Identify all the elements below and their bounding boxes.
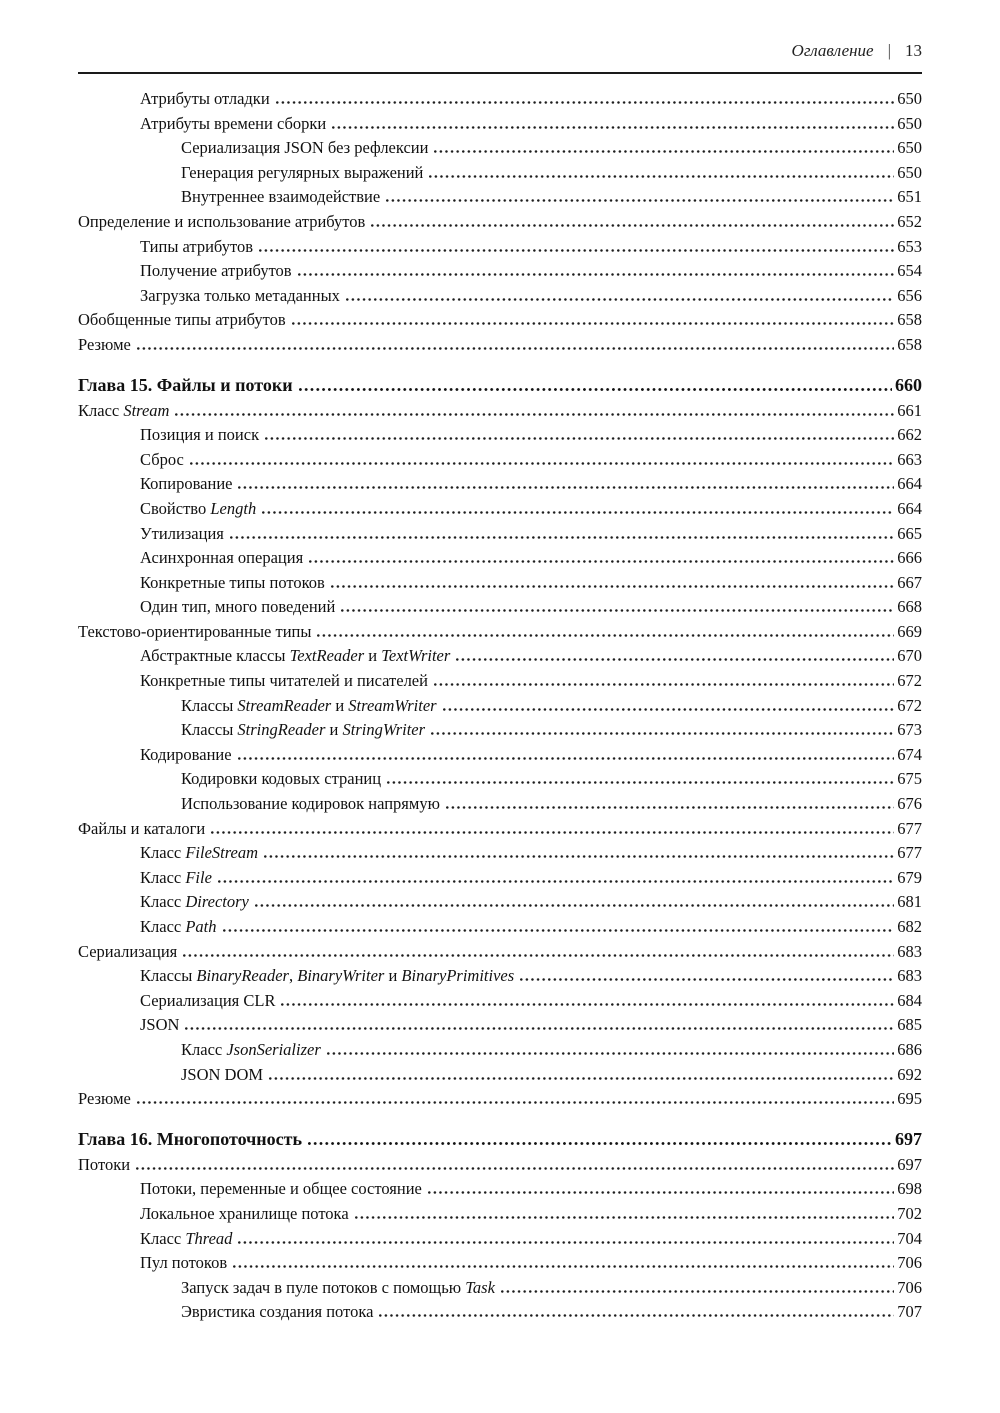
toc-chapter-entry: [78, 1126, 922, 1153]
toc-entry-title: Текстово-ориентированные типы: [78, 621, 312, 641]
toc-entry-title: Определение и использование атрибутов: [78, 211, 366, 231]
toc-entry-page-number: 686: [897, 1039, 922, 1059]
toc-entry-page-number: 650: [897, 162, 922, 182]
dot-leader: [341, 609, 894, 612]
toc-entry: [78, 1177, 922, 1202]
toc-entry-title: Абстрактные классы TextReader и TextWriter: [140, 646, 451, 666]
toc-entry: [78, 87, 922, 112]
toc-entry-title: Класс Stream: [78, 400, 170, 420]
dot-leader: [331, 585, 894, 588]
toc-entry-page-number: 685: [897, 1015, 922, 1035]
dot-leader: [501, 1290, 894, 1293]
dot-leader: [317, 634, 894, 637]
dot-leader: [456, 658, 894, 661]
toc-entry-page-number: 692: [897, 1064, 922, 1084]
toc-entry-page-number: 662: [897, 425, 922, 445]
toc-entry-title: Загрузка только метаданных: [140, 285, 340, 305]
toc-entry-title: Класс FileStream: [140, 843, 259, 863]
dot-leader: [431, 732, 894, 735]
toc-entry-page-number: 672: [897, 671, 922, 691]
toc-entry-page-number: 653: [897, 236, 922, 256]
toc-entry-page-number: 697: [895, 1128, 922, 1149]
toc-entry-title: Потоки, переменные и общее состояние: [140, 1179, 422, 1199]
toc-entry-page-number: 683: [897, 966, 922, 986]
toc-entry: [78, 792, 922, 817]
toc-entry-page-number: 661: [897, 400, 922, 420]
toc-entry: [78, 1227, 922, 1252]
toc-entry-page-number: 660: [895, 374, 922, 395]
toc-entry-page-number: 664: [897, 474, 922, 494]
toc-entry: [78, 1276, 922, 1301]
dot-leader: [185, 1027, 894, 1030]
toc-entry-page-number: 666: [897, 548, 922, 568]
toc-entry: [78, 546, 922, 571]
toc-entry-page-number: 679: [897, 867, 922, 887]
toc-entry-title: JSON DOM: [181, 1064, 264, 1084]
toc-entry: [78, 841, 922, 866]
dot-leader: [346, 298, 894, 301]
dot-leader: [230, 536, 894, 539]
toc-entry-page-number: 672: [897, 695, 922, 715]
toc-entry-page-number: 654: [897, 261, 922, 281]
toc-entry-page-number: 651: [897, 187, 922, 207]
dot-leader: [379, 1314, 894, 1317]
toc-entry-page-number: 656: [897, 285, 922, 305]
toc-entry-title: JSON: [140, 1015, 180, 1035]
toc-entry-title: Классы BinaryReader, BinaryWriter и BinaryPrimitives: [140, 966, 515, 986]
dot-leader: [136, 1167, 894, 1170]
toc-entry: [78, 817, 922, 842]
toc-entry-page-number: 658: [897, 334, 922, 354]
dot-leader: [265, 437, 894, 440]
dot-leader: [434, 683, 894, 686]
toc-entry: [78, 866, 922, 891]
toc-entry: [78, 1013, 922, 1038]
dot-leader: [355, 1216, 895, 1219]
dot-leader: [238, 486, 894, 489]
toc-entry-title: Глава 16. Многопоточность: [78, 1128, 302, 1149]
toc-entry: [78, 1251, 922, 1276]
toc-entry: [78, 669, 922, 694]
toc-entry: [78, 694, 922, 719]
toc-entry-title: Свойство Length: [140, 498, 257, 518]
toc-entry-page-number: 670: [897, 646, 922, 666]
toc-entry-page-number: 702: [897, 1203, 922, 1223]
toc-entry: [78, 235, 922, 260]
dot-leader: [371, 224, 894, 227]
toc-entry: [78, 333, 922, 358]
toc-entry: [78, 522, 922, 547]
dot-leader: [446, 806, 894, 809]
toc-entry-title: Запуск задач в пуле потоков с помощью Task: [181, 1277, 495, 1297]
toc-entry-title: Резюме: [78, 334, 131, 354]
toc-entry: [78, 964, 922, 989]
toc-entry-title: Файлы и каталоги: [78, 818, 206, 838]
toc-entry-page-number: 674: [897, 744, 922, 764]
header-page-number: 13: [905, 41, 922, 60]
toc-entry-page-number: 668: [897, 597, 922, 617]
dot-leader: [238, 1241, 894, 1244]
toc-entry-title: Класс JsonSerializer: [181, 1039, 321, 1059]
toc-entry-title: Кодирование: [140, 744, 232, 764]
toc-entry-page-number: 667: [897, 572, 922, 592]
dot-leader: [269, 1077, 894, 1080]
toc-entry-page-number: 683: [897, 941, 922, 961]
dot-leader: [137, 347, 894, 350]
toc-entry-title: Сериализация CLR: [140, 990, 276, 1010]
toc-entry-page-number: 669: [897, 621, 922, 641]
toc-entry-title: Атрибуты времени сборки: [140, 113, 327, 133]
toc-entry: [78, 423, 922, 448]
toc-entry: [78, 718, 922, 743]
toc-entry: [78, 472, 922, 497]
toc-entry: [78, 1202, 922, 1227]
toc-entry: [78, 399, 922, 424]
toc-entry: [78, 497, 922, 522]
toc-entry-title: Типы атрибутов: [140, 236, 253, 256]
toc-entry-page-number: 677: [897, 843, 922, 863]
dot-leader: [233, 1265, 894, 1268]
dot-leader: [387, 781, 894, 784]
toc-entry-page-number: 673: [897, 720, 922, 740]
dot-leader: [211, 831, 894, 834]
toc-entry-page-number: 704: [897, 1228, 922, 1248]
dot-leader: [298, 273, 895, 276]
toc-entry: [78, 571, 922, 596]
toc-chapter-entry: [78, 372, 922, 399]
toc-entry-title: Сброс: [140, 449, 184, 469]
dot-leader: [386, 199, 894, 202]
dot-leader: [262, 511, 894, 514]
dot-leader: [292, 322, 895, 325]
toc-entry: [78, 1038, 922, 1063]
toc-entry-title: Глава 15. Файлы и потоки: [78, 374, 293, 395]
toc-entry-title: Потоки: [78, 1154, 131, 1174]
toc-entry-page-number: 664: [897, 498, 922, 518]
toc-entry-title: Класс File: [140, 867, 212, 887]
toc-entry-page-number: 658: [897, 310, 922, 330]
toc-entry-title: Пул потоков: [140, 1253, 228, 1273]
toc-entry: [78, 915, 922, 940]
toc-entry: [78, 136, 922, 161]
toc-entry-page-number: 682: [897, 917, 922, 936]
toc-entry: [78, 767, 922, 792]
toc-entry: [78, 284, 922, 309]
dot-leader: [520, 978, 894, 981]
toc-entry-page-number: 665: [897, 523, 922, 543]
toc-entry: [78, 112, 922, 137]
toc-entry-title: Обобщенные типы атрибутов: [78, 310, 286, 330]
toc-entry-title: Атрибуты отладки: [140, 89, 270, 108]
dot-leader: [255, 904, 894, 907]
dot-leader: [327, 1052, 894, 1055]
toc-entry-page-number: 706: [897, 1253, 922, 1273]
dot-leader: [190, 462, 894, 465]
header-separator: |: [887, 41, 891, 60]
toc-entry-page-number: 706: [897, 1277, 922, 1297]
dot-leader: [183, 954, 894, 957]
toc-entry-title: Кодировки кодовых страниц: [181, 769, 382, 789]
toc-entry-title: Асинхронная операция: [140, 548, 304, 568]
toc-entry-title: Резюме: [78, 1089, 131, 1109]
toc-list: [78, 87, 922, 1325]
toc-entry: [78, 1063, 922, 1088]
toc-entry-page-number: 697: [897, 1154, 922, 1174]
toc-entry-title: Внутреннее взаимодействие: [181, 187, 381, 207]
toc-entry-page-number: 650: [897, 113, 922, 133]
toc-entry: [78, 1087, 922, 1112]
dot-leader: [264, 855, 894, 858]
toc-entry-page-number: 676: [897, 794, 922, 814]
dot-leader: [137, 1101, 894, 1104]
toc-entry-title: Копирование: [140, 474, 233, 494]
toc-entry: [78, 210, 922, 235]
toc-entry-title: Конкретные типы потоков: [140, 572, 325, 592]
dot-leader: [429, 175, 894, 178]
toc-entry-title: Локальное хранилище потока: [140, 1203, 349, 1223]
toc-entry: [78, 620, 922, 645]
toc-entry-title: Класс Path: [140, 917, 217, 936]
toc-entry-title: Сериализация JSON без рефлексии: [181, 138, 429, 158]
toc-entry: [78, 644, 922, 669]
toc-entry: [78, 1153, 922, 1178]
toc-entry-page-number: 675: [897, 769, 922, 789]
toc-entry: [78, 448, 922, 473]
dot-leader: [218, 880, 894, 883]
dot-leader: [443, 708, 895, 711]
toc-entry-title: Сериализация: [78, 941, 178, 961]
toc-entry: [78, 1300, 922, 1325]
toc-entry-page-number: 681: [897, 892, 922, 912]
dot-leader: [332, 126, 894, 129]
dot-leader: [299, 388, 892, 391]
toc-entry-page-number: 707: [897, 1302, 922, 1322]
dot-leader: [281, 1003, 894, 1006]
toc-entry: [78, 989, 922, 1014]
toc-entry: [78, 161, 922, 186]
dot-leader: [434, 150, 894, 153]
toc-entry-title: Получение атрибутов: [140, 261, 292, 281]
dot-leader: [276, 101, 895, 104]
toc-entry: [78, 308, 922, 333]
toc-entry: [78, 259, 922, 284]
toc-entry-title: Генерация регулярных выражений: [181, 162, 424, 182]
page-header: [78, 40, 922, 74]
toc-entry-title: Класс Thread: [140, 1228, 233, 1248]
dot-leader: [259, 249, 894, 252]
dot-leader: [308, 1142, 892, 1145]
toc-entry-page-number: 650: [897, 89, 922, 108]
toc-entry-title: Классы StreamReader и StreamWriter: [181, 695, 437, 715]
dot-leader: [238, 757, 895, 760]
toc-entry-page-number: 650: [897, 138, 922, 158]
dot-leader: [175, 413, 894, 416]
dot-leader: [309, 560, 894, 563]
toc-entry-page-number: 652: [897, 211, 922, 231]
toc-entry-title: Утилизация: [140, 523, 224, 543]
toc-entry-page-number: 677: [897, 818, 922, 838]
toc-entry-title: Класс Directory: [140, 892, 249, 912]
toc-entry-page-number: 684: [897, 990, 922, 1010]
toc-entry: [78, 595, 922, 620]
toc-entry: [78, 185, 922, 210]
toc-entry-title: Эвристика создания потока: [181, 1302, 374, 1322]
toc-entry-title: Позиция и поиск: [140, 425, 260, 445]
toc-entry-title: Конкретные типы читателей и писателей: [140, 671, 428, 691]
header-title: Оглавление: [791, 41, 874, 60]
toc-entry-page-number: 698: [897, 1179, 922, 1199]
toc-entry-page-number: 663: [897, 449, 922, 469]
toc-entry-page-number: 695: [897, 1089, 922, 1109]
toc-entry-title: Классы StringReader и StringWriter: [181, 720, 426, 740]
toc-entry-title: Использование кодировок напрямую: [181, 794, 440, 814]
toc-entry-title: Один тип, много поведений: [140, 597, 336, 617]
toc-entry: [78, 743, 922, 768]
dot-leader: [223, 929, 895, 932]
toc-entry: [78, 940, 922, 965]
dot-leader: [428, 1191, 894, 1194]
toc-entry: [78, 890, 922, 915]
